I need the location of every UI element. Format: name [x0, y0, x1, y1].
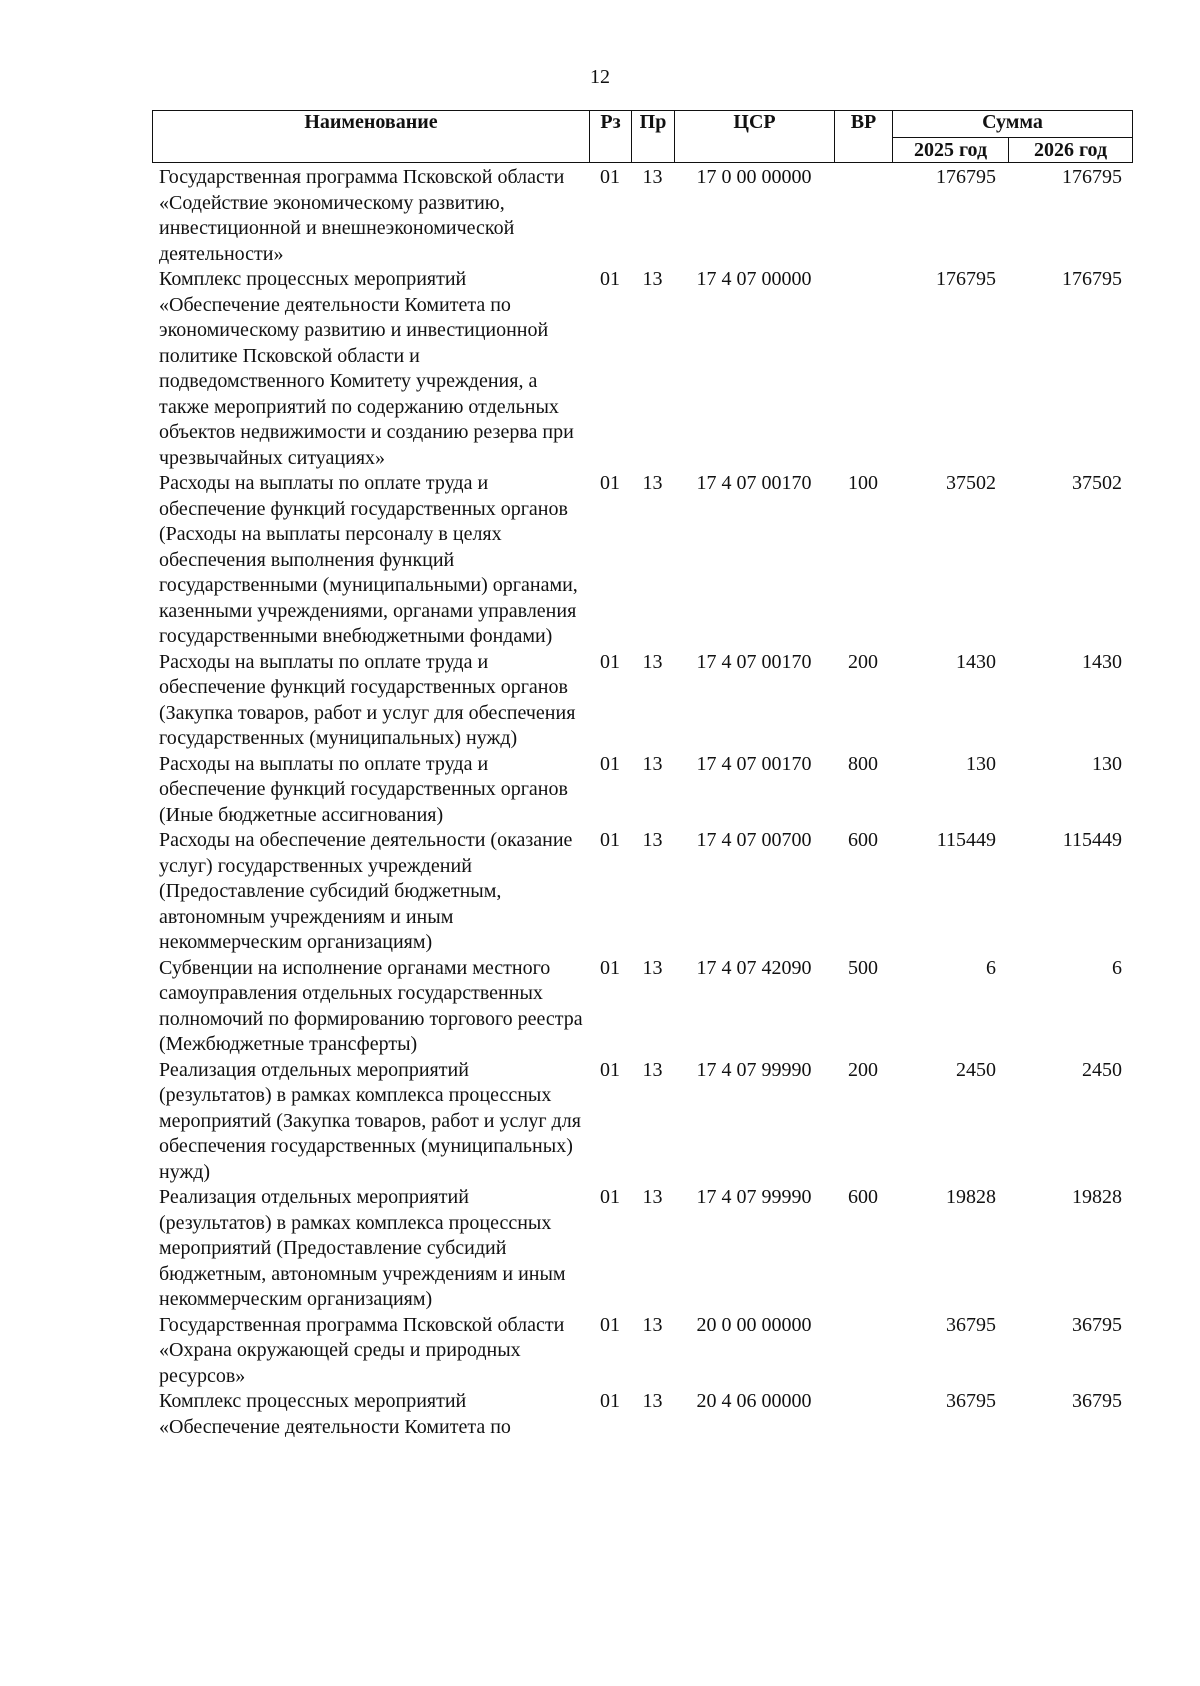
row-vr: [834, 1313, 892, 1390]
row-csr: 17 4 07 00170: [696, 650, 812, 673]
row-rz: 01: [600, 472, 620, 494]
row-csr: 17 4 07 99990: [696, 1186, 812, 1208]
row-vr: 100: [848, 472, 878, 494]
row-sum-2025: 6: [986, 956, 996, 979]
row-rz: 01: [600, 752, 620, 775]
row-sum-2025: 36795: [946, 1313, 996, 1336]
table-row: [152, 956, 1132, 1058]
row-pr: 13: [642, 829, 663, 851]
row-pr: 13: [642, 1058, 663, 1081]
row-rz: 01: [600, 1390, 620, 1412]
table-row: [152, 828, 1132, 956]
header-rz: Рз: [590, 111, 632, 163]
row-rz: 01: [600, 1058, 620, 1081]
header-csr: ЦСР: [675, 111, 835, 163]
row-sum-2025: 37502: [946, 472, 996, 494]
row-rz: 01: [600, 829, 620, 851]
row-rz: 01: [600, 268, 620, 290]
row-sum-2026: 115449: [1062, 829, 1122, 851]
row-sum-2025: 19828: [946, 1186, 996, 1208]
row-sum-2026: 19828: [1072, 1186, 1122, 1208]
row-pr: 13: [642, 650, 663, 673]
row-sum-2025: 176795: [936, 268, 996, 290]
row-rz: 01: [600, 956, 620, 979]
row-sum-2026: 176795: [1062, 268, 1122, 290]
row-sum-2025: 2450: [956, 1058, 996, 1081]
row-rz: 01: [600, 650, 620, 673]
row-csr: 17 4 07 99990: [696, 1058, 812, 1081]
row-rz: 01: [600, 166, 620, 188]
header-year-2026: 2026 год: [1009, 138, 1133, 163]
row-sum-2026: 37502: [1072, 472, 1122, 494]
row-csr: 20 4 06 00000: [696, 1390, 812, 1412]
header-vr: ВР: [835, 111, 893, 163]
row-sum-2026: 36795: [1072, 1390, 1122, 1412]
row-csr: 20 0 00 00000: [696, 1313, 812, 1336]
header-pr: Пр: [632, 111, 675, 163]
table-header: [152, 110, 1133, 163]
row-sum-2026: 130: [1092, 752, 1122, 775]
row-csr: 17 4 07 00170: [696, 472, 812, 494]
row-sum-2026: 176795: [1062, 166, 1122, 188]
row-name: Расходы на выплаты по оплате труда и обеспечение функций государственных органов (Расходы на выплаты персоналу в целях обеспечения выполнения функций государственными (муниципальными) органами, казенными учреждениями, органами управления государственными внебюджетными фондами): [159, 472, 578, 647]
row-csr: 17 0 00 00000: [696, 166, 812, 188]
row-pr: 13: [642, 1186, 663, 1208]
row-sum-2025: 130: [966, 752, 996, 775]
table-row: [152, 1185, 1132, 1313]
table-row: [152, 1058, 1132, 1186]
row-sum-2026: 36795: [1072, 1313, 1122, 1336]
row-name: Расходы на обеспечение деятельности (оказание услуг) государственных учреждений (Предоставление субсидий бюджетным, автономным учреждениям и иным некоммерческим организациям): [159, 829, 573, 953]
row-vr: 200: [848, 650, 878, 673]
table-row: [152, 650, 1132, 752]
row-vr: 200: [848, 1058, 878, 1081]
row-vr: [834, 1389, 892, 1440]
row-vr: 600: [848, 829, 878, 851]
row-name: Реализация отдельных мероприятий (результатов) в рамках комплекса процессных мероприятий (Предоставление субсидий бюджетным, автономным учреждениям и иным некоммерческим организациям): [159, 1186, 566, 1310]
table-row: [152, 752, 1132, 829]
header-sum: Сумма: [893, 111, 1133, 138]
row-sum-2025: 1430: [956, 650, 996, 673]
table-row: [152, 267, 1132, 471]
table-row: [152, 1313, 1132, 1390]
row-sum-2025: 176795: [936, 166, 996, 188]
row-name: Государственная программа Псковской области «Содействие экономическому развитию, инвестиционной и внешнеэкономической деятельности»: [159, 166, 565, 265]
table-row: [152, 1389, 1132, 1440]
row-rz: 01: [600, 1186, 620, 1208]
row-vr: [834, 267, 892, 471]
row-csr: 17 4 07 00170: [696, 752, 812, 775]
row-name: Комплекс процессных мероприятий «Обеспечение деятельности Комитета по: [159, 1390, 511, 1438]
row-name: Комплекс процессных мероприятий «Обеспечение деятельности Комитета по экономическому развитию и инвестиционной политике Псковской области и подведомственного Комитету учреждения, а также мероприятий по содержанию отдельных объектов недвижимости и созданию резерва при чрезвычайных ситуациях»: [159, 268, 574, 469]
row-vr: [834, 165, 892, 267]
row-csr: 17 4 07 00000: [696, 268, 812, 290]
table-row: [152, 165, 1132, 267]
table-row: [152, 471, 1132, 650]
row-rz: 01: [600, 1313, 620, 1336]
header-year-2025: 2025 год: [893, 138, 1009, 163]
row-pr: 13: [642, 1313, 663, 1336]
row-name: Реализация отдельных мероприятий (результатов) в рамках комплекса процессных мероприятий (Закупка товаров, работ и услуг для обеспечения государственных (муниципальных) нужд): [159, 1058, 581, 1183]
row-sum-2026: 2450: [1082, 1058, 1122, 1081]
row-name: Расходы на выплаты по оплате труда и обеспечение функций государственных органов (Иные бюджетные ассигнования): [159, 752, 568, 826]
header-name: Наименование: [153, 111, 590, 163]
row-pr: 13: [642, 166, 663, 188]
table-body: [152, 165, 1132, 1440]
row-pr: 13: [642, 472, 663, 494]
row-name: Государственная программа Псковской области «Охрана окружающей среды и природных ресурсов»: [159, 1313, 565, 1387]
row-sum-2026: 1430: [1082, 650, 1122, 673]
row-csr: 17 4 07 00700: [696, 829, 812, 851]
row-pr: 13: [642, 752, 663, 775]
row-name: Субвенции на исполнение органами местного самоуправления отдельных государственных полномочий по формированию торгового реестра (Межбюджетные трансферты): [159, 956, 583, 1055]
row-name: Расходы на выплаты по оплате труда и обеспечение функций государственных органов (Закупка товаров, работ и услуг для обеспечения государственных (муниципальных) нужд): [159, 650, 576, 749]
row-vr: 500: [848, 956, 878, 979]
row-sum-2025: 36795: [946, 1390, 996, 1412]
page-number: 12: [590, 66, 610, 88]
row-pr: 13: [642, 956, 663, 979]
row-vr: 600: [848, 1186, 878, 1208]
row-pr: 13: [642, 268, 663, 290]
row-sum-2026: 6: [1112, 956, 1122, 979]
row-vr: 800: [848, 752, 878, 775]
row-sum-2025: 115449: [936, 829, 996, 851]
row-pr: 13: [642, 1390, 663, 1412]
row-csr: 17 4 07 42090: [696, 956, 812, 979]
